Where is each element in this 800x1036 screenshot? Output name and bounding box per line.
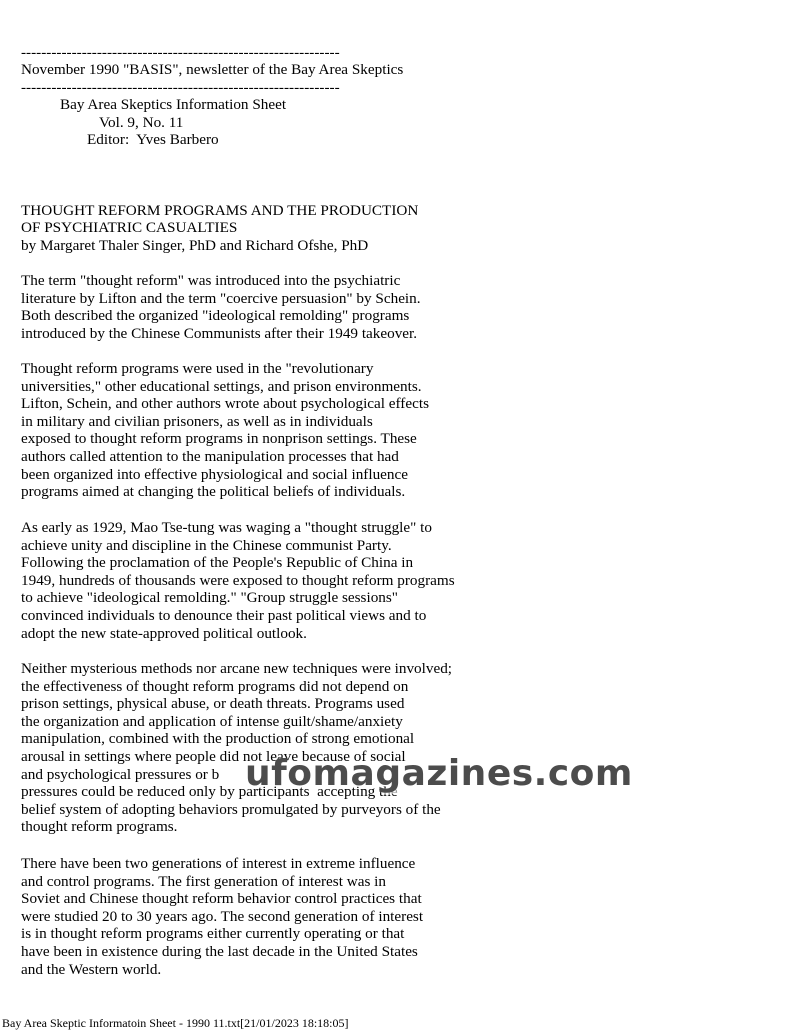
text-line: the organization and application of intense guilt/shame/anxiety: [21, 712, 403, 730]
text-line: pressures could be reduced only by participants accepting the: [21, 783, 398, 801]
paragraph-5: [21, 855, 423, 978]
text-line: 1949, hundreds of thousands were exposed to thought reform programs: [21, 571, 455, 589]
sheet-title: Bay Area Skeptics Information Sheet: [60, 96, 287, 113]
text-line: prison settings, physical abuse, or death threats. Programs used: [21, 695, 405, 713]
text-line: Thought reform programs were used in the "revolutionary: [21, 360, 374, 377]
article-byline: by Margaret Thaler Singer, PhD and Richard Ofshe, PhD: [21, 237, 369, 254]
editor-line: Editor: Yves Barbero: [87, 131, 219, 148]
text-line: programs aimed at changing the political beliefs of individuals.: [21, 483, 406, 501]
article-title-line-1: THOUGHT REFORM PROGRAMS AND THE PRODUCTION: [21, 202, 419, 219]
page-footer: Bay Area Skeptic Informatoin Sheet - 1990 11.txt[21/01/2023 18:18:05]: [2, 1016, 349, 1030]
text-line: belief system of adopting behaviors promulgated by purveyors of the: [21, 800, 441, 818]
paragraph-1: [21, 272, 421, 342]
text-line: and control programs. The first generation of interest was in: [21, 872, 386, 890]
text-line: Neither mysterious methods nor arcane new techniques were involved;: [21, 660, 453, 677]
text-line: in military and civilian prisoners, as well as in individuals: [21, 412, 373, 430]
text-line: convinced individuals to denounce their past political views and to: [21, 606, 427, 624]
text-line: been organized into effective physiological and social influence: [21, 465, 408, 483]
text-line: and the Western world.: [21, 960, 162, 978]
text-line: exposed to thought reform programs in nonprison settings. These: [21, 430, 417, 448]
text-line: universities," other educational settings, and prison environments.: [21, 377, 422, 395]
text-line: to achieve "ideological remolding." "Group struggle sessions": [21, 589, 398, 607]
text-line: Both described the organized "ideological remolding" programs: [21, 307, 410, 325]
text-line: is in thought reform programs either currently operating or that: [21, 925, 405, 943]
text-line: arousal in settings where people did not leave because of social: [21, 747, 406, 765]
paragraph-4: [21, 660, 452, 836]
paragraph-3: [21, 519, 455, 642]
header-rule-bottom: ---------------------------------------------------------------: [21, 79, 340, 96]
paragraph-2: [21, 360, 429, 501]
text-line: have been in existence during the last decade in the United States: [21, 942, 418, 960]
newsletter-line: November 1990 "BASIS", newsletter of the Bay Area Skeptics: [21, 61, 404, 78]
text-line: thought reform programs.: [21, 818, 178, 836]
text-line: manipulation, combined with the production of strong emotional: [21, 730, 415, 748]
text-line: Lifton, Schein, and other authors wrote about psychological effects: [21, 395, 429, 413]
volume-line: Vol. 9, No. 11: [99, 114, 184, 131]
text-line: literature by Lifton and the term "coercive persuasion" by Schein.: [21, 289, 421, 307]
text-line: The term "thought reform" was introduced into the psychiatric: [21, 272, 401, 289]
text-line: were studied 20 to 30 years ago. The second generation of interest: [21, 907, 424, 925]
text-line: authors called attention to the manipulation processes that had: [21, 447, 399, 465]
text-line: introduced by the Chinese Communists after their 1949 takeover.: [21, 324, 418, 342]
text-line: There have been two generations of interest in extreme influence: [21, 855, 416, 872]
text-line: achieve unity and discipline in the Chinese communist Party.: [21, 536, 392, 554]
text-line: adopt the new state-approved political outlook.: [21, 624, 307, 642]
text-line: the effectiveness of thought reform programs did not depend on: [21, 677, 409, 695]
text-line: Following the proclamation of the People's Republic of China in: [21, 554, 414, 572]
text-line: and psychological pressures or b: [21, 765, 220, 783]
article-title-line-2: OF PSYCHIATRIC CASUALTIES: [21, 219, 238, 236]
text-line: Soviet and Chinese thought reform behavior control practices that: [21, 890, 422, 908]
header-rule-top: ---------------------------------------------------------------: [21, 44, 340, 61]
watermark: ufomagazines.com: [245, 753, 633, 794]
text-line: As early as 1929, Mao Tse-tung was waging a "thought struggle" to: [21, 519, 432, 536]
